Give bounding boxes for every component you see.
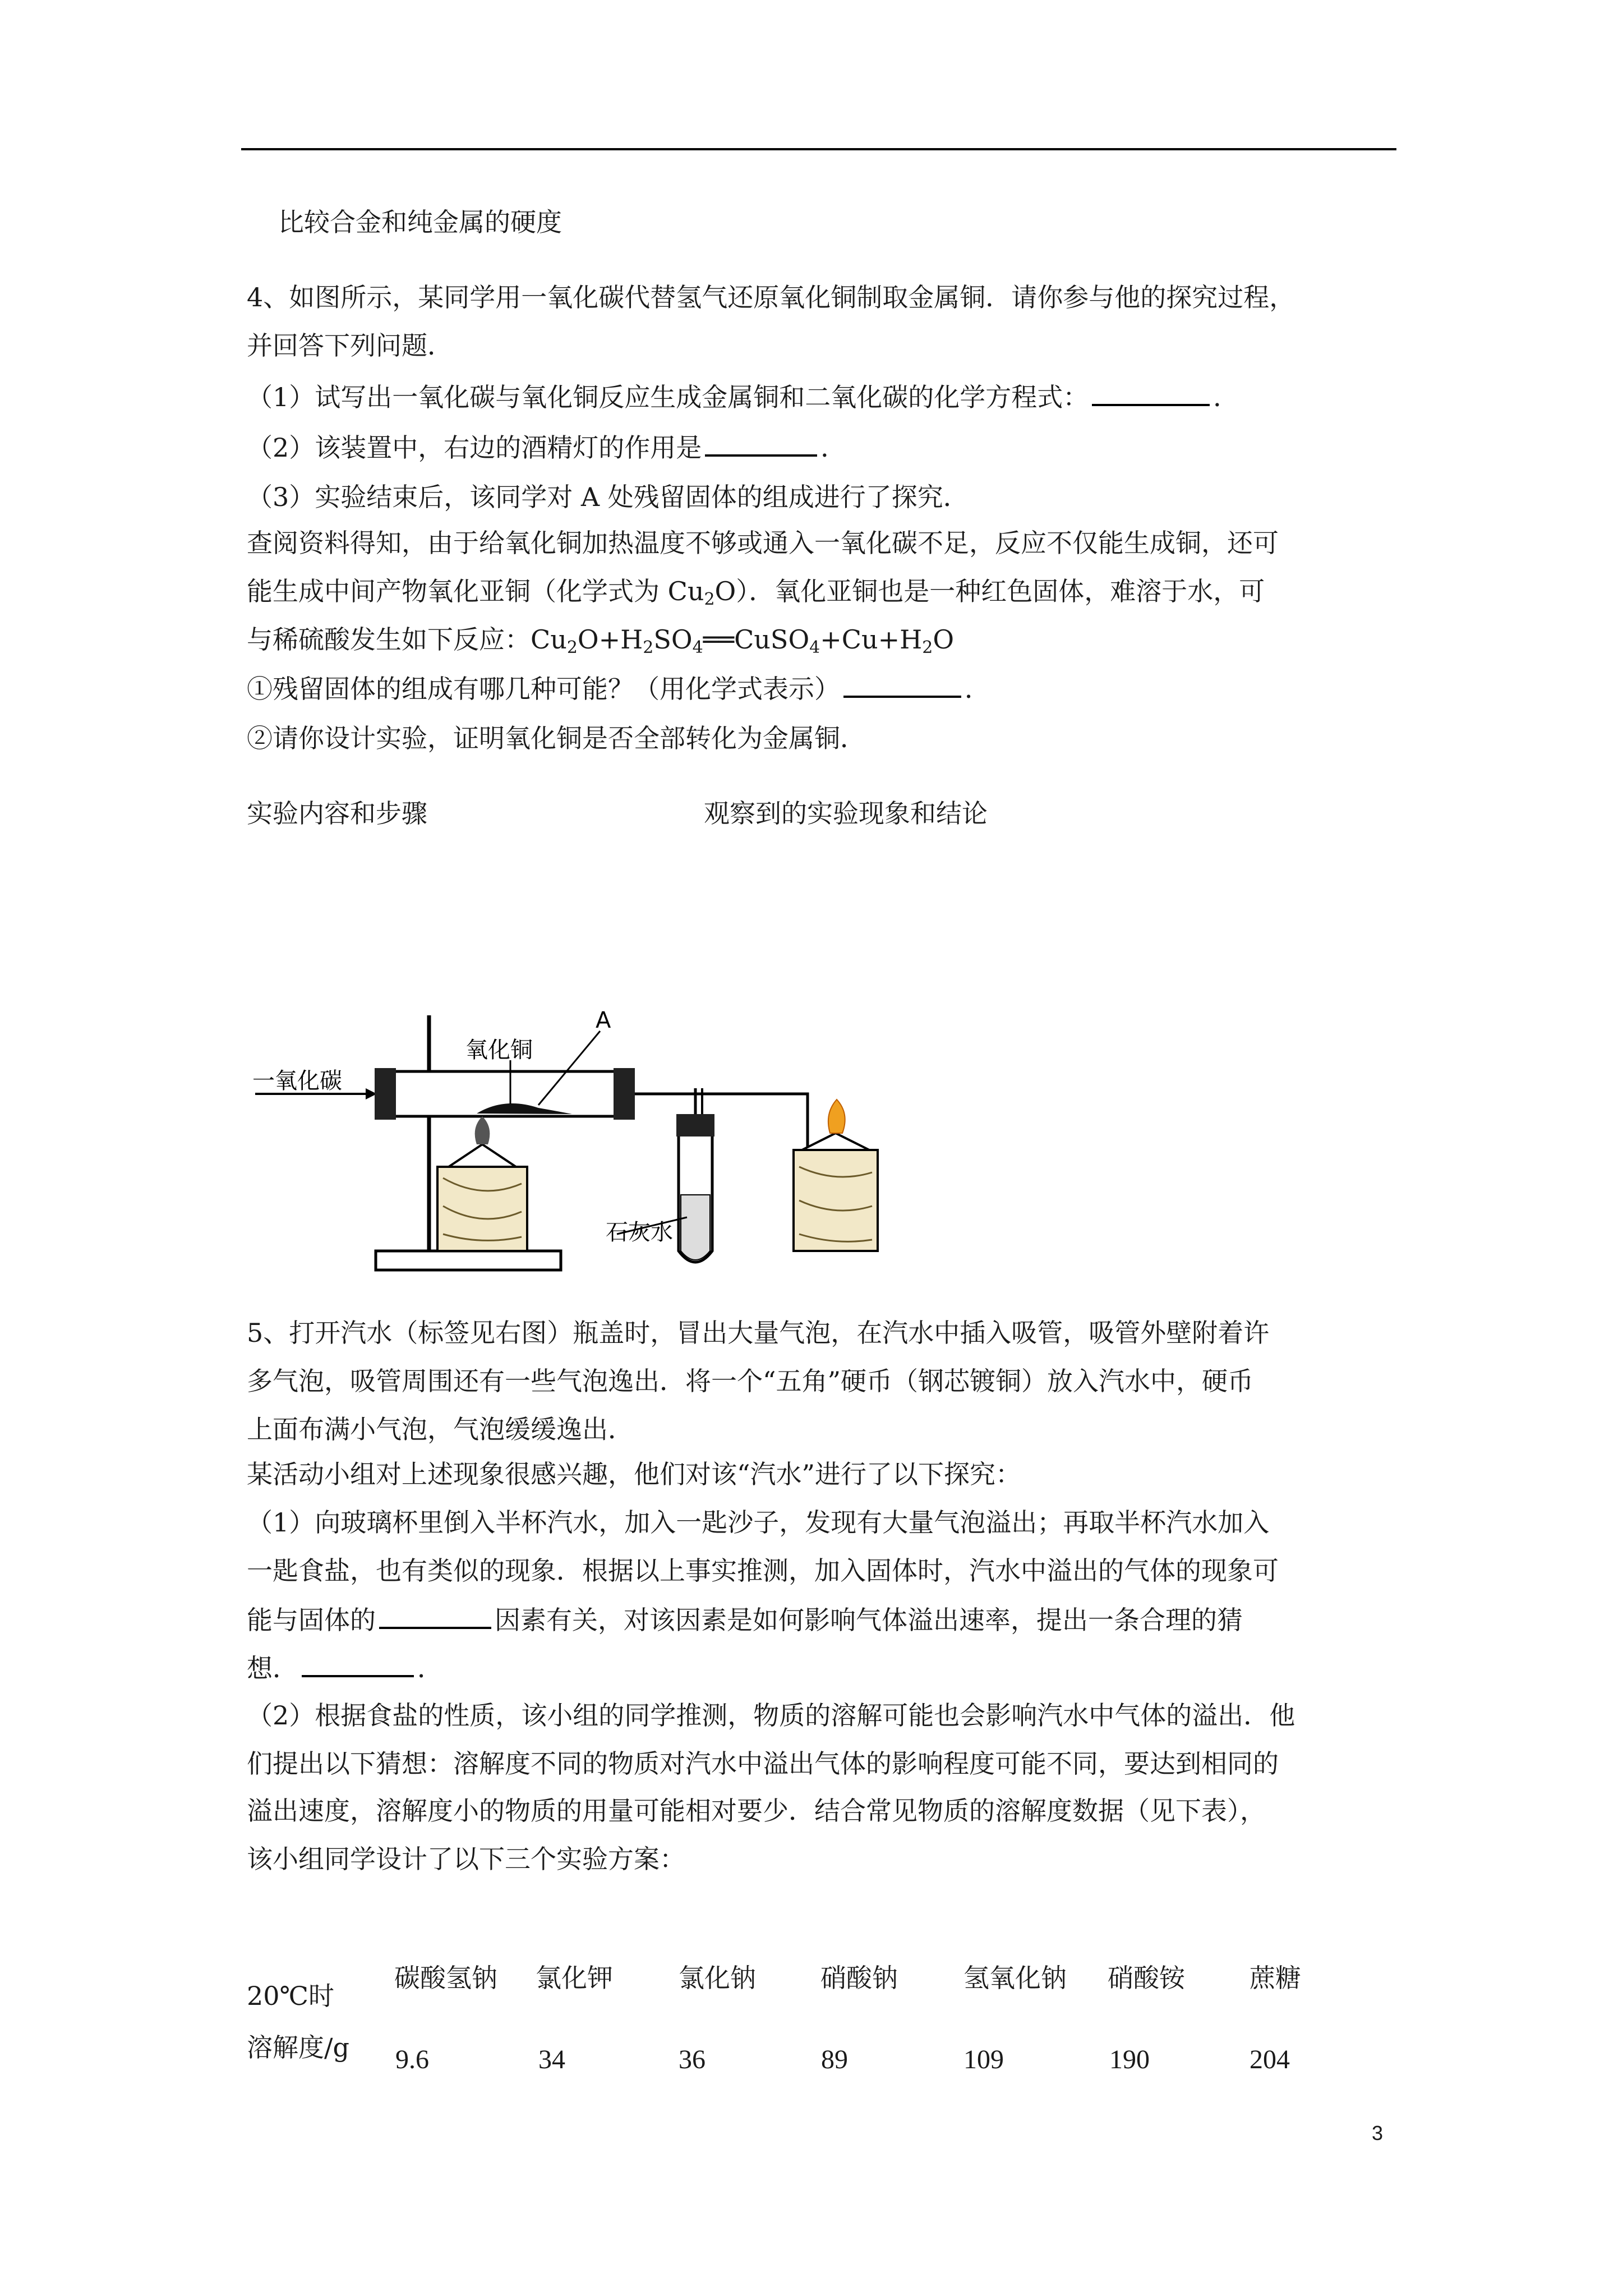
- q4-sub-1-end: ．: [965, 674, 990, 704]
- value-cell: 204: [1249, 2045, 1290, 2074]
- q5-line-3: 上面布满小气泡，气泡缓缓逸出．: [247, 1414, 634, 1444]
- value-cell: 89: [821, 2045, 848, 2074]
- q5-line-8: [247, 1650, 443, 1685]
- q4-info-2-sub: 2: [704, 590, 715, 609]
- left-stopper: [375, 1068, 396, 1120]
- substance-cell: 氢氧化钠: [963, 1963, 1067, 1993]
- q5-line-7-a: 能与固体的: [247, 1605, 376, 1635]
- label-limewater: 石灰水: [606, 1220, 673, 1245]
- answer-blank-3[interactable]: [843, 671, 961, 698]
- left-lamp-top: [449, 1144, 516, 1167]
- apparatus-figure: [247, 1004, 892, 1285]
- answer-blank-1[interactable]: [1092, 379, 1210, 406]
- label-point-a: A: [596, 1007, 611, 1033]
- label-copper-oxide: 氧化铜: [465, 1037, 533, 1063]
- value-cell: 9.6: [395, 2045, 429, 2074]
- q5-line-5: （1）向玻璃杯里倒入半杯汽水，加入一匙沙子，发现有大量气泡溢出；再取半杯汽水加入: [247, 1507, 1270, 1538]
- q4-reaction: [247, 623, 954, 665]
- substance-cell: 氯化钠: [679, 1963, 756, 1993]
- reaction-e: +Cu+H: [820, 624, 923, 655]
- reaction-sub-5: 2: [922, 638, 933, 657]
- q4-part-2-text: （2）该装置中，右边的酒精灯的作用是: [247, 432, 702, 463]
- q4-intro-2: 并回答下列问题．: [247, 330, 453, 361]
- stand-base: [376, 1251, 561, 1270]
- q5-line-7: [247, 1602, 1243, 1637]
- value-cell: 190: [1109, 2045, 1150, 2074]
- substance-cell: 硝酸铵: [1108, 1963, 1185, 1993]
- q4-part-1-end: ．: [1213, 382, 1239, 412]
- substance-cell: 碳酸氢钠: [394, 1963, 497, 1993]
- table-header-observations: 观察到的实验现象和结论: [704, 798, 988, 829]
- q4-info-2-a: 能生成中间产物氧化亚铜（化学式为 Cu: [247, 576, 704, 606]
- outlet-tube: [635, 1094, 808, 1184]
- label-carbon-monoxide: 一氧化碳: [252, 1068, 342, 1094]
- q5-line-8-a: 想．: [247, 1653, 298, 1683]
- q5-line-12: 该小组同学设计了以下三个实验方案：: [247, 1844, 685, 1874]
- q4-info-1: 查阅资料得知，由于给氧化铜加热温度不够或通入一氧化碳不足，反应不仅能生成铜，还可: [247, 528, 1279, 558]
- q4-sub-1: [247, 671, 990, 706]
- header-rule: [241, 148, 1396, 150]
- table-header-steps: 实验内容和步骤: [247, 798, 427, 829]
- q5-line-11: 溢出速度，溶解度小的物质的用量可能相对要少．结合常见物质的溶解度数据（见下表），: [247, 1796, 1266, 1826]
- q5-line-6: 一匙食盐，也有类似的现象．根据以上事实推测，加入固体时，汽水中溢出的气体的现象可: [247, 1556, 1279, 1586]
- q4-part-2-end: ．: [820, 432, 847, 463]
- q4-part-3: （3）实验结束后，该同学对 A 处残留固体的组成进行了探究．: [247, 482, 969, 512]
- q4-info-2-b: O）．氧化亚铜也是一种红色固体，难溶于水，可: [714, 576, 1265, 606]
- q4-intro-1: 4、如图所示，某同学用一氧化碳代替氢气还原氧化铜制取金属铜．请你参与他的探究过程，: [247, 282, 1295, 312]
- q5-line-7-b: 因素有关，对该因素是如何影响气体溢出速率，提出一条合理的猜: [495, 1605, 1243, 1635]
- value-cell: 34: [538, 2045, 565, 2074]
- reaction-b: O+H: [577, 624, 643, 655]
- value-cell: 36: [679, 2045, 706, 2074]
- apparatus-diagram: [247, 1004, 892, 1285]
- right-flame-icon: [828, 1099, 845, 1133]
- header-fragment: 比较合金和纯金属的硬度: [278, 207, 562, 237]
- answer-blank-2[interactable]: [705, 430, 817, 457]
- reaction-c: SO: [653, 624, 693, 655]
- right-stopper: [614, 1068, 635, 1120]
- answer-blank-4[interactable]: [379, 1602, 491, 1629]
- answer-blank-5[interactable]: [302, 1650, 414, 1677]
- q5-line-2: 多气泡，吸管周围还有一些气泡逸出．将一个“五角”硬币（钢芯镀铜）放入汽水中，硬币: [247, 1366, 1254, 1396]
- test-tube-stopper: [676, 1114, 714, 1137]
- q4-part-2: [247, 430, 846, 464]
- substance-cell: 蔗糖: [1249, 1963, 1301, 1993]
- reaction-sub-3: 4: [692, 638, 703, 657]
- q4-sub-1-text: ①残留固体的组成有哪几种可能？（用化学式表示）: [247, 674, 840, 704]
- left-flame-icon: [475, 1116, 490, 1144]
- reaction-sub-4: 4: [809, 638, 820, 657]
- value-cell: 109: [963, 2045, 1004, 2074]
- q5-line-1: 5、打开汽水（标签见右图）瓶盖时，冒出大量气泡，在汽水中插入吸管，吸管外壁附着许: [247, 1318, 1270, 1348]
- row-header-solubility: 溶解度/g: [247, 2032, 349, 2063]
- reaction-sub-1: 2: [566, 638, 578, 657]
- row-header-temp: 20℃时: [247, 1981, 334, 2011]
- page-number: 3: [1372, 2122, 1384, 2145]
- q5-line-9: （2）根据食盐的性质，该小组的同学推测，物质的溶解可能也会影响汽水中气体的溢出．他: [247, 1700, 1295, 1731]
- q5-line-8-b: ．: [417, 1653, 443, 1683]
- reaction-f: O: [933, 624, 955, 655]
- q4-part-1-text: （1）试写出一氧化碳与氧化铜反应生成金属铜和二氧化碳的化学方程式：: [247, 382, 1089, 412]
- q5-line-10: 们提出以下猜想：溶解度不同的物质对汽水中溢出气体的影响程度可能不同，要达到相同的: [247, 1749, 1279, 1779]
- substance-cell: 硝酸钠: [820, 1963, 898, 1993]
- reaction-d: ══CuSO: [703, 624, 810, 655]
- right-lamp-top: [802, 1133, 869, 1150]
- q4-part-1: [247, 379, 1239, 414]
- q4-info-2: [247, 574, 1265, 616]
- reaction-a: 与稀硫酸发生如下反应：Cu: [247, 624, 567, 655]
- q5-line-4: 某活动小组对上述现象很感兴趣，他们对该“汽水”进行了以下探究：: [247, 1459, 1022, 1489]
- q4-sub-2: ②请你设计实验，证明氧化铜是否全部转化为金属铜．: [247, 723, 866, 753]
- substance-cell: 氯化钾: [536, 1963, 613, 1993]
- limewater: [681, 1195, 710, 1260]
- reaction-sub-2: 2: [643, 638, 654, 657]
